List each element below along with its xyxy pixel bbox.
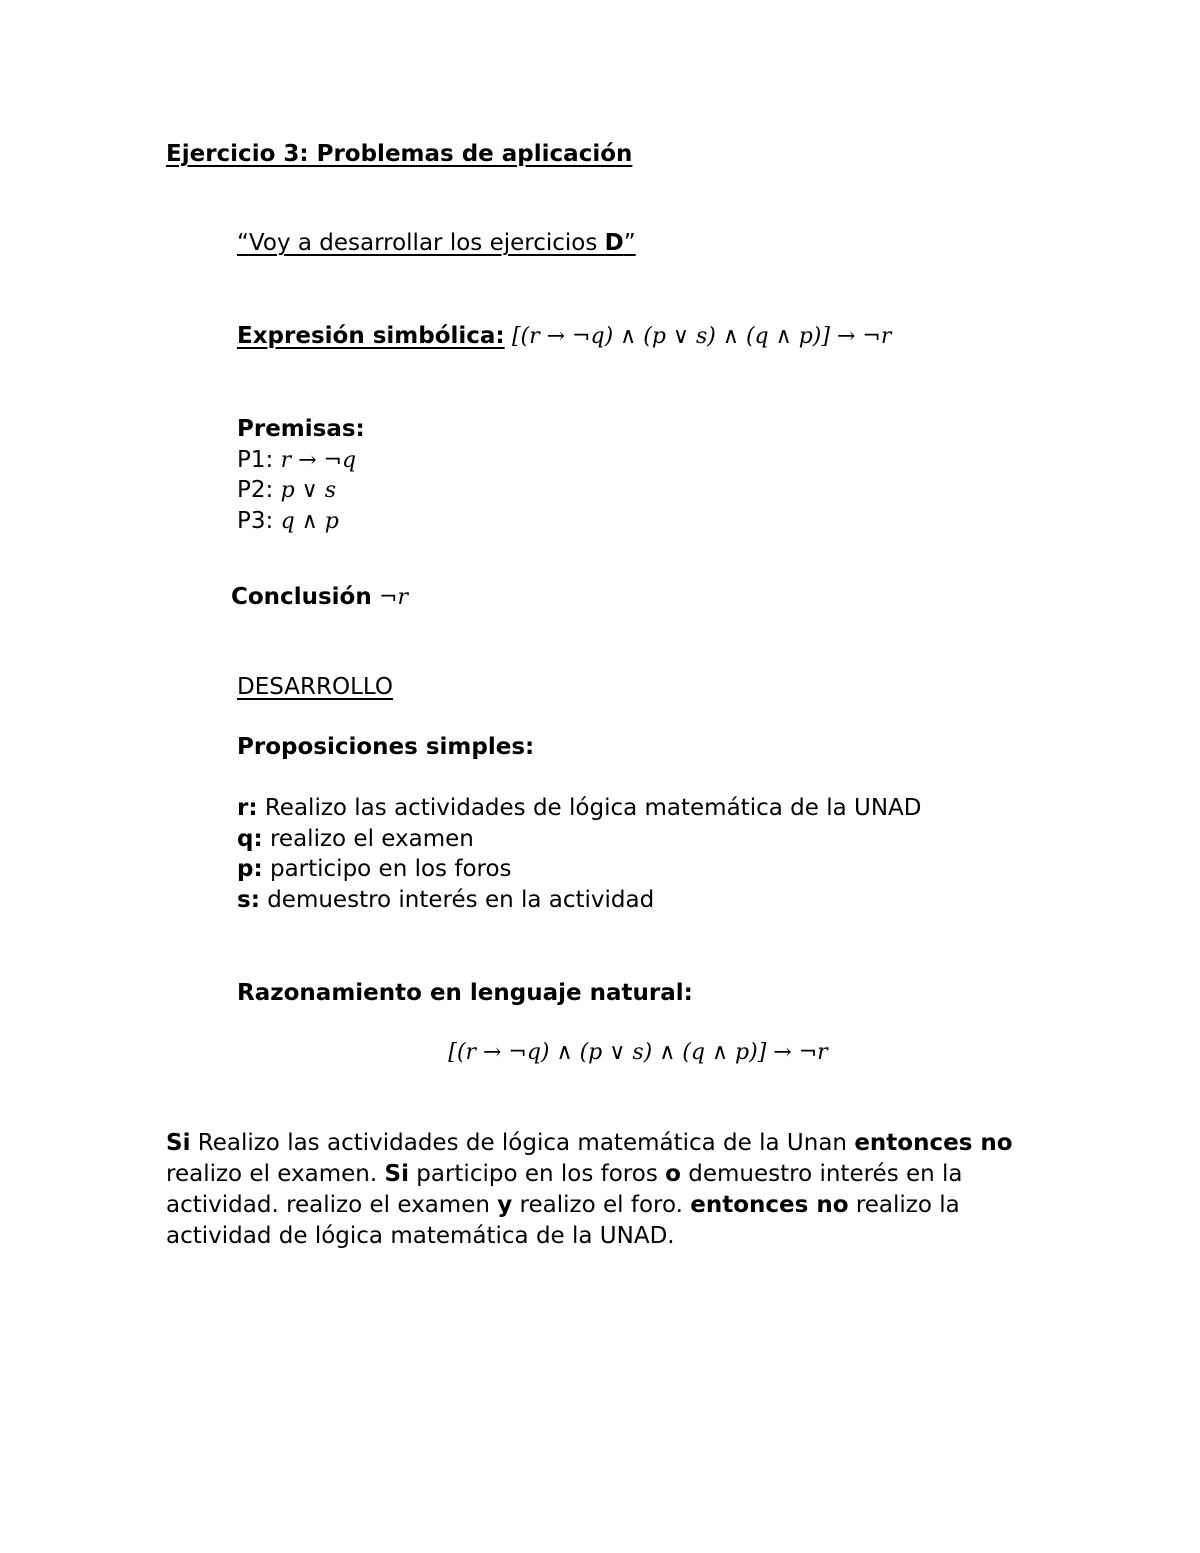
- expresion-formula: [(r → ¬q) ∧ (p ∨ s) ∧ (q ∧ p)] → ¬r: [511, 324, 892, 349]
- proposicion-item: [237, 885, 654, 916]
- conclusion-line: [231, 582, 408, 613]
- razonamiento-text: realizo el foro.: [512, 1192, 691, 1218]
- razonamiento-keyword: o: [665, 1161, 681, 1187]
- premisa-label: P1:: [237, 447, 274, 473]
- razonamiento-text: participo en los foros: [408, 1161, 666, 1187]
- proposicion-item: [237, 793, 921, 824]
- premisa-item: [237, 475, 336, 506]
- premisa-label: P3:: [237, 508, 274, 534]
- expresion-label: Expresión simbólica:: [237, 323, 505, 349]
- razonamiento-text: Realizo las actividades de lógica matemática de la Unan: [190, 1130, 855, 1156]
- proposicion-text: Realizo las actividades de lógica matemática de la UNAD: [257, 795, 922, 821]
- proposicion-text: participo en los foros: [262, 856, 512, 882]
- premisa-formula: q ∧ p: [280, 509, 339, 534]
- desarrollo-heading: DESARROLLO: [237, 674, 393, 700]
- razonamiento-keyword: Si: [166, 1130, 191, 1156]
- premisa-item: [237, 506, 339, 537]
- proposicion-key: q:: [237, 826, 263, 852]
- proposicion-text: realizo el examen: [262, 826, 474, 852]
- razonamiento-text: demuestro interés en la actividad. realizo el examen: [166, 1161, 963, 1218]
- razonamiento-heading: Razonamiento en lenguaje natural:: [237, 980, 693, 1006]
- premisas-heading: Premisas:: [237, 416, 365, 442]
- proposicion-key: r:: [237, 795, 258, 821]
- razonamiento-text: realizo el examen.: [166, 1161, 385, 1187]
- razonamiento-keyword: Si: [384, 1161, 409, 1187]
- quote-text: Voy a desarrollar los ejercicios: [248, 230, 605, 256]
- proposicion-text: demuestro interés en la actividad: [259, 887, 655, 913]
- razonamiento-text: realizo la actividad de lógica matemática de la UNAD.: [166, 1192, 960, 1249]
- proposicion-item: [237, 824, 474, 855]
- razonamiento-keyword: entonces no: [690, 1192, 849, 1218]
- quote-close: ”: [623, 230, 636, 256]
- quote-letter: D: [604, 230, 624, 256]
- quote-open: “: [237, 230, 249, 256]
- conclusion-label: Conclusión: [231, 584, 372, 610]
- premisa-label: P2:: [237, 477, 274, 503]
- razonamiento-paragraph: [166, 1128, 1046, 1252]
- proposicion-item: [237, 854, 512, 885]
- expresion-line: [237, 321, 891, 352]
- proposicion-key: s:: [237, 887, 260, 913]
- razonamiento-keyword: entonces no: [854, 1130, 1013, 1156]
- proposiciones-heading: Proposiciones simples:: [237, 734, 535, 760]
- quote-line: [237, 228, 636, 259]
- razonamiento-formula: [(r → ¬q) ∧ (p ∨ s) ∧ (q ∧ p)] → ¬r: [448, 1040, 828, 1065]
- razonamiento-keyword: y: [497, 1192, 513, 1218]
- conclusion-formula: ¬r: [379, 585, 408, 610]
- page-title: Ejercicio 3: Problemas de aplicación: [166, 141, 633, 167]
- premisa-formula: r → ¬q: [280, 448, 357, 473]
- premisa-item: [237, 445, 356, 476]
- premisa-formula: p ∨ s: [280, 478, 337, 503]
- proposicion-key: p:: [237, 856, 263, 882]
